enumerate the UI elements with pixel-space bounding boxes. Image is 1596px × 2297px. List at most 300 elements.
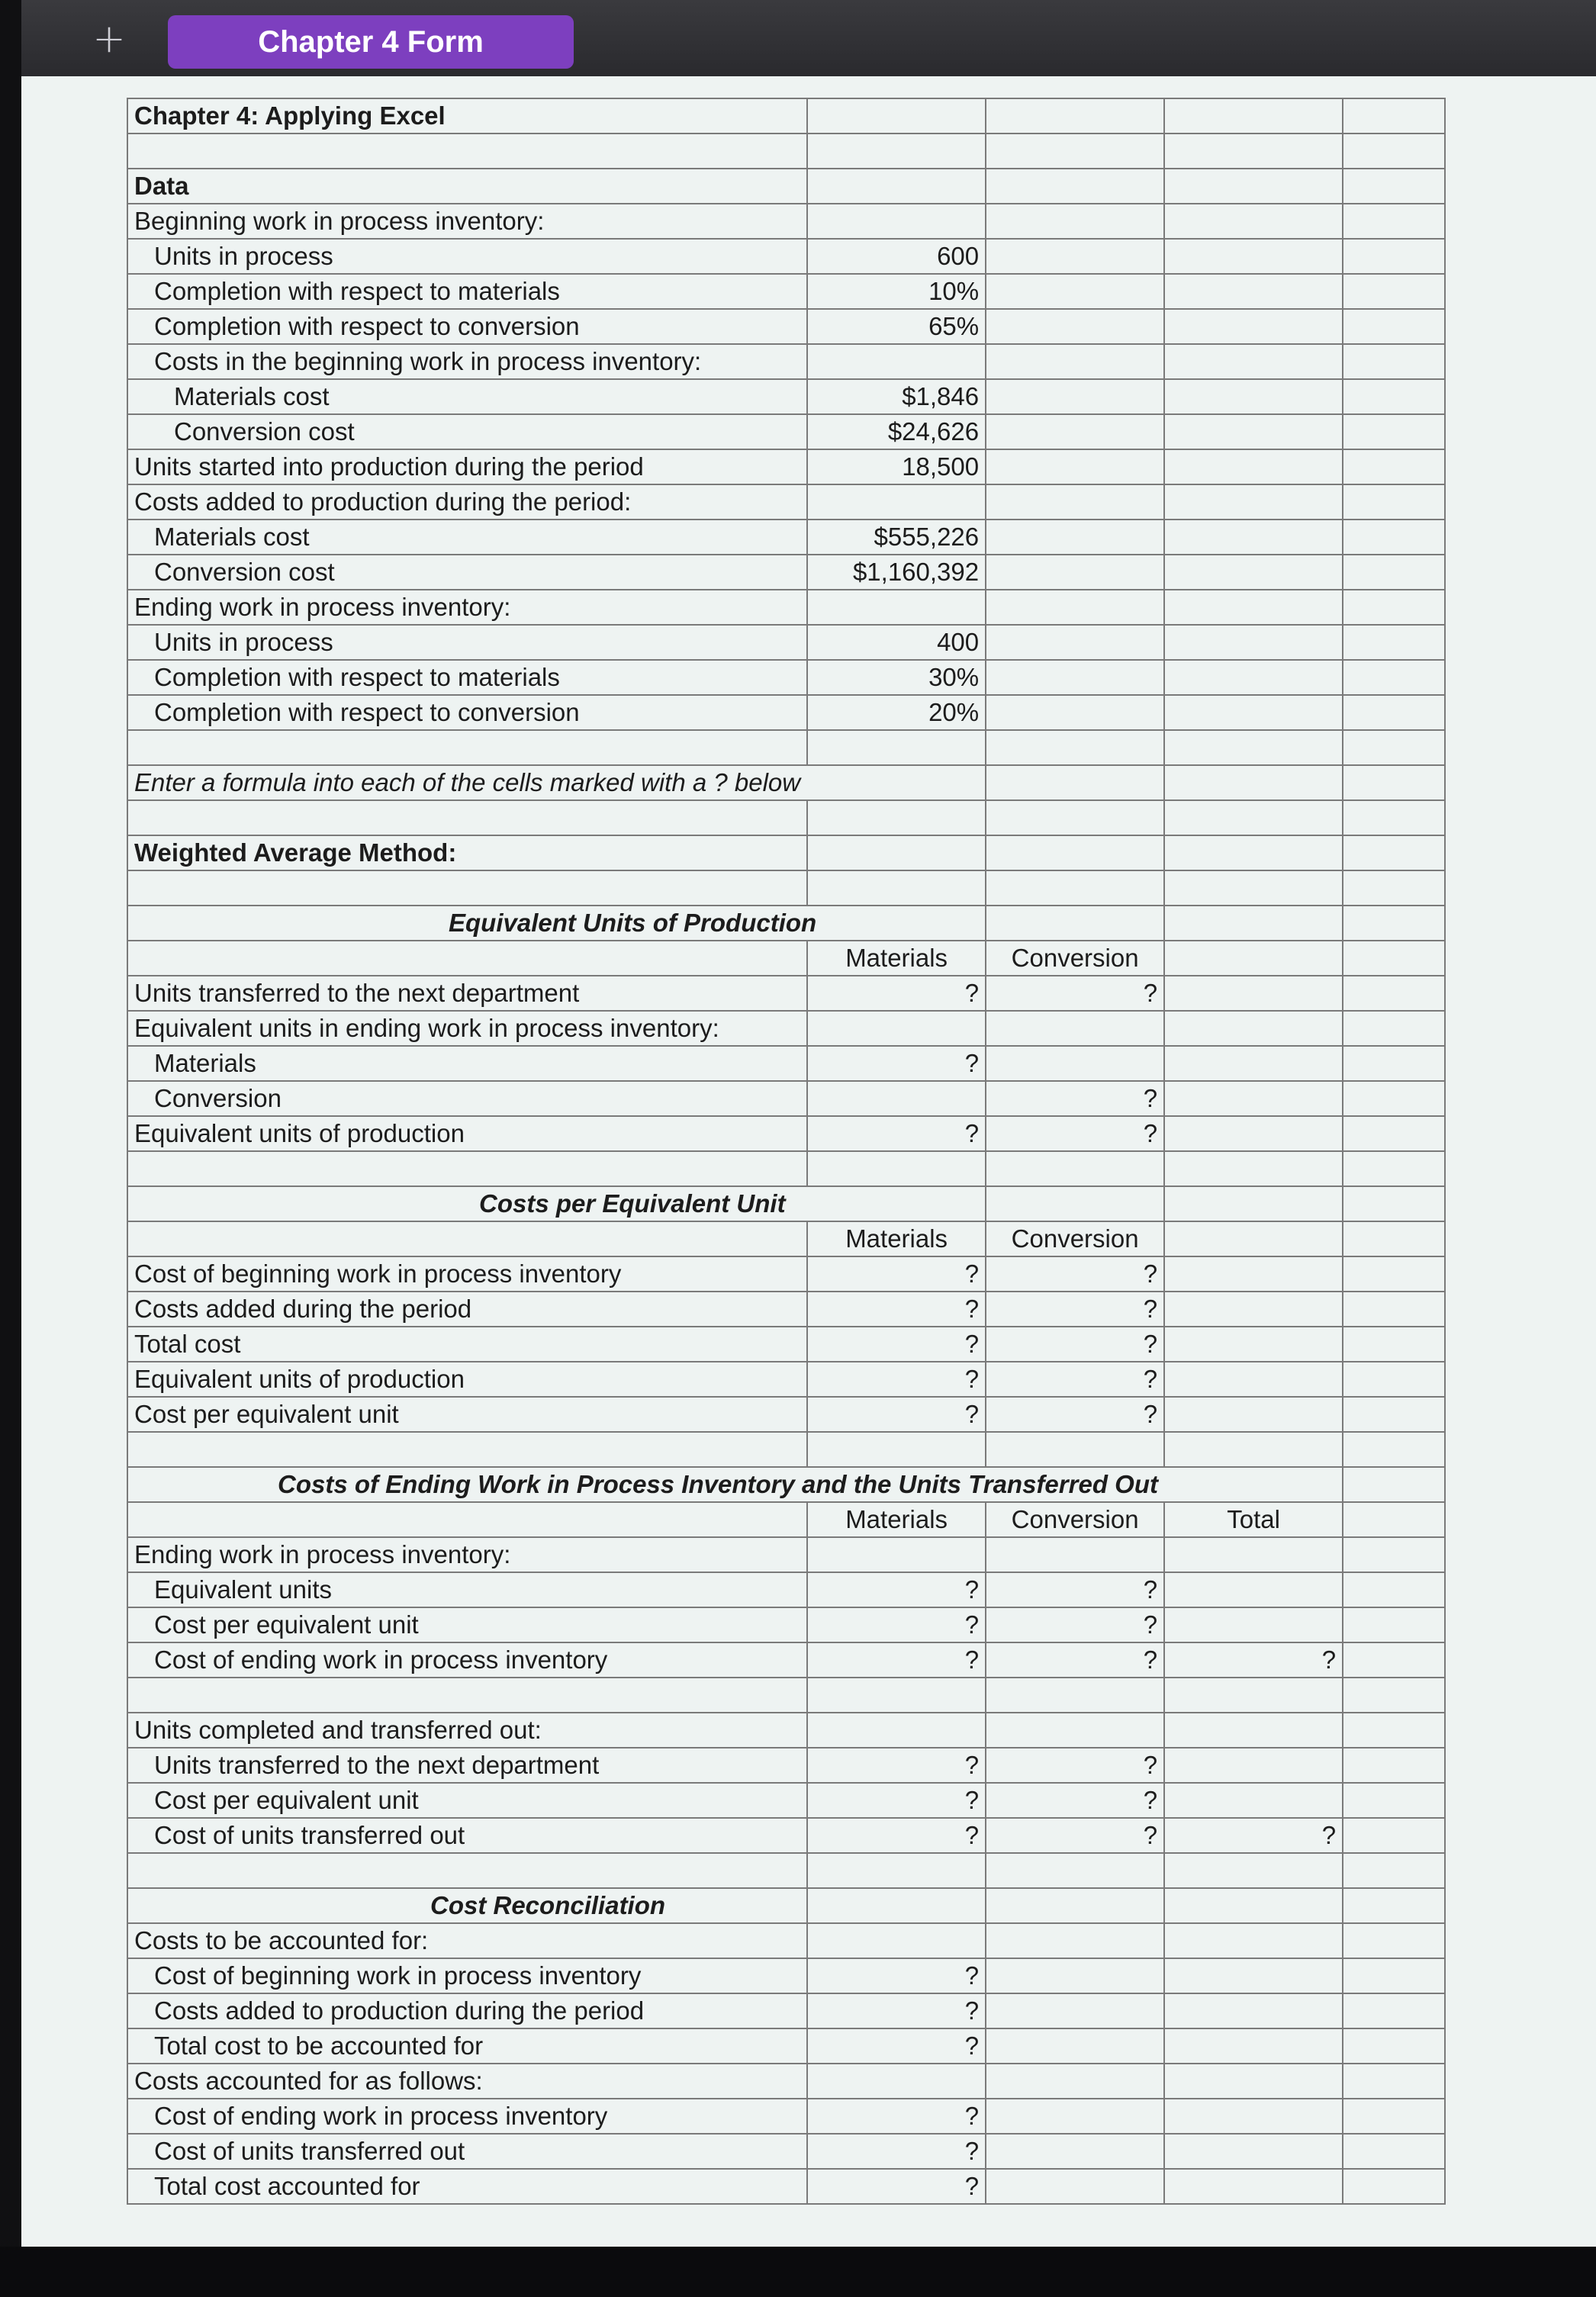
sheet-row <box>127 1923 1445 1958</box>
sheet-cell[interactable] <box>807 1713 986 1748</box>
sheet-cell[interactable] <box>986 1151 1164 1186</box>
formula-cell[interactable]: ? <box>986 1748 1164 1783</box>
sheet-row <box>127 484 1445 520</box>
row-label: Costs in the beginning work in process inventory: <box>127 344 807 379</box>
sheet-cell[interactable] <box>986 1853 1164 1888</box>
row-label: Materials cost <box>127 379 807 414</box>
sheet-row <box>127 204 1445 239</box>
sheet-cell[interactable] <box>1343 1432 1445 1467</box>
sheet-row <box>127 590 1445 625</box>
sheet-cell[interactable] <box>807 169 986 204</box>
sheet-cell[interactable] <box>1343 1397 1445 1432</box>
sheet-cell[interactable] <box>986 730 1164 765</box>
row-label: Cost of units transferred out <box>127 1818 807 1853</box>
sheet-cell[interactable] <box>1164 1116 1343 1151</box>
sheet-cell[interactable] <box>807 730 986 765</box>
sheet-cell[interactable] <box>986 1993 1164 2028</box>
add-tab-button[interactable]: + <box>92 16 126 62</box>
sheet-cell[interactable] <box>986 1958 1164 1993</box>
sheet-cell[interactable] <box>127 1432 807 1467</box>
sheet-row <box>127 1151 1445 1186</box>
sheet-cell[interactable] <box>986 2169 1164 2204</box>
sheet-cell[interactable] <box>986 2134 1164 2169</box>
sheet-cell[interactable] <box>1164 239 1343 274</box>
formula-cell[interactable]: ? <box>807 1818 986 1853</box>
sheet-cell[interactable] <box>1164 1923 1343 1958</box>
sheet-row <box>127 765 1445 800</box>
sheet-cell[interactable] <box>1164 555 1343 590</box>
sheet-cell[interactable] <box>986 1713 1164 1748</box>
sheet-cell[interactable] <box>986 1046 1164 1081</box>
sheet-cell[interactable] <box>127 800 807 835</box>
sheet-cell[interactable] <box>1343 344 1445 379</box>
sheet-cell[interactable] <box>127 1151 807 1186</box>
sheet-cell[interactable] <box>1164 1888 1343 1923</box>
sheet-cell[interactable] <box>986 309 1164 344</box>
row-label: Completion with respect to materials <box>127 274 807 309</box>
sheet-cell[interactable] <box>986 1537 1164 1572</box>
sheet-cell[interactable] <box>1343 1572 1445 1607</box>
sheet-cell[interactable] <box>1164 1362 1343 1397</box>
sheet-cell[interactable] <box>1164 98 1343 134</box>
formula-cell[interactable]: ? <box>807 2028 986 2064</box>
formula-cell[interactable]: ? <box>986 1572 1164 1607</box>
sheet-cell[interactable] <box>1343 134 1445 169</box>
row-label: Cost of units transferred out <box>127 2134 807 2169</box>
sheet-cell[interactable] <box>1343 730 1445 765</box>
sheet-cell[interactable] <box>1343 1362 1445 1397</box>
sheet-cell[interactable] <box>127 1678 807 1713</box>
sheet-cell[interactable] <box>1343 1818 1445 1853</box>
sheet-cell[interactable] <box>986 1011 1164 1046</box>
sheet-cell[interactable] <box>807 1432 986 1467</box>
sheet-cell[interactable] <box>1343 1327 1445 1362</box>
formula-cell[interactable]: ? <box>807 1607 986 1642</box>
formula-cell[interactable]: ? <box>807 1046 986 1081</box>
sheet-cell[interactable] <box>1343 555 1445 590</box>
sheet-cell[interactable] <box>1343 1502 1445 1537</box>
sheet-cell[interactable] <box>1164 625 1343 660</box>
sheet-cell[interactable] <box>807 1923 986 1958</box>
formula-cell[interactable]: ? <box>986 976 1164 1011</box>
sheet-cell[interactable] <box>1164 1993 1343 2028</box>
row-label: Conversion <box>127 1081 807 1116</box>
value-cell[interactable]: 20% <box>807 695 986 730</box>
sheet-cell[interactable] <box>986 1923 1164 1958</box>
formula-cell[interactable]: ? <box>807 1116 986 1151</box>
sheet-cell[interactable] <box>1343 2169 1445 2204</box>
sheet-cell[interactable] <box>986 449 1164 484</box>
sheet-row <box>127 1642 1445 1678</box>
sheet-row <box>127 1432 1445 1467</box>
row-label: Completion with respect to conversion <box>127 309 807 344</box>
formula-cell[interactable]: ? <box>807 1958 986 1993</box>
value-cell[interactable]: 10% <box>807 274 986 309</box>
sheet-cell[interactable] <box>1343 765 1445 800</box>
row-label: Cost of ending work in process inventory <box>127 2099 807 2134</box>
column-header-conversion: Conversion <box>986 1502 1164 1537</box>
sheet-cell[interactable] <box>1164 1221 1343 1256</box>
sheet-cell[interactable] <box>1343 906 1445 941</box>
sheet-cell[interactable] <box>986 2028 1164 2064</box>
sheet-cell[interactable] <box>986 134 1164 169</box>
formula-cell[interactable]: ? <box>807 1397 986 1432</box>
sheet-cell[interactable] <box>986 800 1164 835</box>
sheet-cell[interactable] <box>807 2064 986 2099</box>
sheet-cell[interactable] <box>1164 800 1343 835</box>
sheet-cell[interactable] <box>1164 274 1343 309</box>
sheet-row <box>127 379 1445 414</box>
sheet-row <box>127 1678 1445 1713</box>
row-label: Costs added during the period <box>127 1292 807 1327</box>
sheet-cell[interactable] <box>1164 976 1343 1011</box>
sheet-row <box>127 1607 1445 1642</box>
sheet-cell[interactable] <box>1164 1151 1343 1186</box>
sheet-cell[interactable] <box>807 204 986 239</box>
sheet-cell[interactable] <box>807 98 986 134</box>
sheet-cell[interactable] <box>1343 1713 1445 1748</box>
sheet-cell[interactable] <box>986 379 1164 414</box>
sheet-cell[interactable] <box>1164 2099 1343 2134</box>
sheet-cell[interactable] <box>807 800 986 835</box>
sheet-cell[interactable] <box>1343 1256 1445 1292</box>
sheet-cell[interactable] <box>1343 204 1445 239</box>
sheet-cell[interactable] <box>1164 1256 1343 1292</box>
sheet-cell[interactable] <box>1343 309 1445 344</box>
sheet-cell[interactable] <box>807 1853 986 1888</box>
sheet-cell[interactable] <box>986 1186 1164 1221</box>
sheet-row <box>127 1502 1445 1537</box>
sheet-cell[interactable] <box>1343 274 1445 309</box>
sheet-cell[interactable] <box>1164 2134 1343 2169</box>
sheet-cell[interactable] <box>1164 1397 1343 1432</box>
sheet-cell[interactable] <box>1164 520 1343 555</box>
sheet-cell[interactable] <box>807 1537 986 1572</box>
sheet-cell[interactable] <box>1343 625 1445 660</box>
sheet-row <box>127 660 1445 695</box>
sheet-cell[interactable] <box>1343 2064 1445 2099</box>
sheet-cell[interactable] <box>1343 1221 1445 1256</box>
sheet-row <box>127 555 1445 590</box>
formula-cell[interactable]: ? <box>986 1081 1164 1116</box>
sheet-cell[interactable] <box>1164 1537 1343 1572</box>
sheet-cell[interactable] <box>986 1888 1164 1923</box>
sheet-cell[interactable] <box>1343 1467 1445 1502</box>
sheet-cell[interactable] <box>1343 2134 1445 2169</box>
sheet-cell[interactable] <box>1343 1186 1445 1221</box>
value-cell[interactable]: 65% <box>807 309 986 344</box>
formula-cell[interactable]: ? <box>986 1818 1164 1853</box>
sheet-cell[interactable] <box>1164 169 1343 204</box>
formula-cell[interactable]: ? <box>1164 1642 1343 1678</box>
sheet-cell[interactable] <box>1164 695 1343 730</box>
sheet-cell[interactable] <box>1164 1046 1343 1081</box>
row-label: Equivalent units of production <box>127 1116 807 1151</box>
sheet-cell[interactable] <box>986 204 1164 239</box>
sheet-cell[interactable] <box>1164 1292 1343 1327</box>
formula-cell[interactable]: ? <box>807 2134 986 2169</box>
sheet-cell[interactable] <box>1343 1151 1445 1186</box>
formula-cell[interactable]: ? <box>807 1292 986 1327</box>
sheet-cell[interactable] <box>986 169 1164 204</box>
sheet-cell[interactable] <box>1343 484 1445 520</box>
row-label: Total cost <box>127 1327 807 1362</box>
row-label: Cost of beginning work in process inventory <box>127 1256 807 1292</box>
value-cell[interactable]: 30% <box>807 660 986 695</box>
sheet-cell[interactable] <box>986 660 1164 695</box>
formula-cell[interactable]: ? <box>807 2099 986 2134</box>
sheet-row <box>127 1958 1445 1993</box>
row-label: Costs added to production during the period <box>127 1993 807 2028</box>
row-label: Total cost to be accounted for <box>127 2028 807 2064</box>
value-cell[interactable]: 18,500 <box>807 449 986 484</box>
sheet-cell[interactable] <box>1343 169 1445 204</box>
column-header-conversion: Conversion <box>986 941 1164 976</box>
sheet-cell[interactable] <box>986 590 1164 625</box>
row-label: Equivalent units of production <box>127 1362 807 1397</box>
value-cell[interactable]: $1,160,392 <box>807 555 986 590</box>
sheet-cell[interactable] <box>1164 870 1343 906</box>
sheet-cell[interactable] <box>127 134 807 169</box>
column-header-conversion: Conversion <box>986 1221 1164 1256</box>
sheet-cell[interactable] <box>1164 1678 1343 1713</box>
sheet-cell[interactable] <box>986 414 1164 449</box>
sheet-cell[interactable] <box>986 1678 1164 1713</box>
sheet-cell[interactable] <box>1164 414 1343 449</box>
sheet-cell[interactable] <box>1164 1713 1343 1748</box>
sheet-cell[interactable] <box>1164 1748 1343 1783</box>
sheet-cell[interactable] <box>1343 1046 1445 1081</box>
value-cell[interactable]: $555,226 <box>807 520 986 555</box>
sheet-title: Chapter 4: Applying Excel <box>127 98 807 134</box>
formula-cell[interactable]: ? <box>986 1256 1164 1292</box>
formula-cell[interactable]: ? <box>807 2169 986 2204</box>
sheet-cell[interactable] <box>1164 484 1343 520</box>
sheet-cell[interactable] <box>986 98 1164 134</box>
sheet-cell[interactable] <box>1343 835 1445 870</box>
sheet-cell[interactable] <box>1164 1186 1343 1221</box>
sheet-row <box>127 1116 1445 1151</box>
sheet-cell[interactable] <box>1343 1783 1445 1818</box>
instruction-text: Enter a formula into each of the cells marked with a ? below <box>127 765 807 800</box>
sheet-cell[interactable] <box>986 695 1164 730</box>
sheet-cell[interactable] <box>1164 590 1343 625</box>
sheet-cell[interactable] <box>127 730 807 765</box>
formula-cell[interactable]: ? <box>1164 1818 1343 1853</box>
sheet-row <box>127 1221 1445 1256</box>
formula-cell[interactable]: ? <box>986 1783 1164 1818</box>
sheet-cell[interactable] <box>1164 1327 1343 1362</box>
sheet-cell[interactable] <box>1343 414 1445 449</box>
sheet-cell[interactable] <box>1164 204 1343 239</box>
sheet-cell[interactable] <box>807 484 986 520</box>
formula-cell[interactable]: ? <box>986 1327 1164 1362</box>
sheet-cell[interactable] <box>1343 590 1445 625</box>
sheet-cell[interactable] <box>1343 449 1445 484</box>
sheet-cell[interactable] <box>1164 1958 1343 1993</box>
sheet-cell[interactable] <box>127 1502 807 1537</box>
sheet-row <box>127 344 1445 379</box>
sheet-cell[interactable] <box>1164 765 1343 800</box>
sheet-cell[interactable] <box>127 1853 807 1888</box>
sheet-cell[interactable] <box>986 2099 1164 2134</box>
sheet-cell[interactable] <box>1343 1923 1445 1958</box>
sheet-cell[interactable] <box>1343 2099 1445 2134</box>
sheet-cell[interactable] <box>1343 1678 1445 1713</box>
row-label: Cost per equivalent unit <box>127 1397 807 1432</box>
row-label: Cost per equivalent unit <box>127 1607 807 1642</box>
formula-cell[interactable]: ? <box>986 1607 1164 1642</box>
formula-cell[interactable]: ? <box>986 1642 1164 1678</box>
sheet-cell[interactable] <box>1164 1011 1343 1046</box>
page-tab-chapter-4-form[interactable]: Chapter 4 Form <box>168 15 574 69</box>
sheet-row <box>127 1327 1445 1362</box>
sheet-cell[interactable] <box>1343 1853 1445 1888</box>
sheet-cell[interactable] <box>807 1081 986 1116</box>
sheet-cell[interactable] <box>807 1151 986 1186</box>
sheet-cell[interactable] <box>1164 1853 1343 1888</box>
sheet-cell[interactable] <box>1164 134 1343 169</box>
sheet-cell[interactable] <box>1343 870 1445 906</box>
formula-cell[interactable]: ? <box>807 1362 986 1397</box>
sheet-cell[interactable] <box>986 625 1164 660</box>
sheet-cell[interactable] <box>1343 1537 1445 1572</box>
sheet-cell[interactable] <box>807 1678 986 1713</box>
formula-cell[interactable]: ? <box>807 1748 986 1783</box>
sheet-row <box>127 1888 1445 1923</box>
formula-cell[interactable]: ? <box>986 1292 1164 1327</box>
value-cell[interactable]: $24,626 <box>807 414 986 449</box>
formula-cell[interactable]: ? <box>807 1783 986 1818</box>
sheet-row <box>127 98 1445 134</box>
sheet-cell[interactable] <box>1164 906 1343 941</box>
sheet-row <box>127 239 1445 274</box>
sheet-cell[interactable] <box>1343 1748 1445 1783</box>
formula-cell[interactable]: ? <box>807 976 986 1011</box>
section-title-costs: Costs of Ending Work in Process Inventory and the Units Transferred Out <box>127 1467 1343 1502</box>
sheet-cell[interactable] <box>986 2064 1164 2099</box>
formula-cell[interactable]: ? <box>986 1116 1164 1151</box>
formula-cell[interactable]: ? <box>807 1327 986 1362</box>
sheet-cell[interactable] <box>1343 1116 1445 1151</box>
sheet-cell[interactable] <box>1343 379 1445 414</box>
formula-cell[interactable]: ? <box>807 1993 986 2028</box>
sheet-cell[interactable] <box>1164 660 1343 695</box>
sheet-cell[interactable] <box>1343 800 1445 835</box>
sheet-cell[interactable] <box>807 1888 986 1923</box>
sheet-cell[interactable] <box>1343 98 1445 134</box>
formula-cell[interactable]: ? <box>807 1642 986 1678</box>
sheet-cell[interactable] <box>807 590 986 625</box>
sheet-cell[interactable] <box>1343 1888 1445 1923</box>
sheet-cell[interactable] <box>1164 344 1343 379</box>
sheet-cell[interactable] <box>1164 2028 1343 2064</box>
sheet-cell[interactable] <box>807 765 986 800</box>
value-cell[interactable]: 600 <box>807 239 986 274</box>
row-label: Beginning work in process inventory: <box>127 204 807 239</box>
sheet-cell[interactable] <box>1343 695 1445 730</box>
sheet-cell[interactable] <box>1343 1958 1445 1993</box>
sheet-cell[interactable] <box>1343 660 1445 695</box>
column-header-materials: Materials <box>807 941 986 976</box>
sheet-cell[interactable] <box>1343 941 1445 976</box>
sheet-cell[interactable] <box>986 1432 1164 1467</box>
sheet-cell[interactable] <box>986 835 1164 870</box>
sheet-cell[interactable] <box>1343 239 1445 274</box>
sheet-cell[interactable] <box>1164 1783 1343 1818</box>
value-cell[interactable]: 400 <box>807 625 986 660</box>
formula-cell[interactable]: ? <box>807 1256 986 1292</box>
sheet-cell[interactable] <box>1164 1432 1343 1467</box>
sheet-cell[interactable] <box>1164 941 1343 976</box>
sheet-cell[interactable] <box>1164 1607 1343 1642</box>
sheet-cell[interactable] <box>1164 379 1343 414</box>
row-label: Materials cost <box>127 520 807 555</box>
sheet-cell[interactable] <box>127 1221 807 1256</box>
sheet-cell[interactable] <box>986 906 1164 941</box>
sheet-cell[interactable] <box>127 870 807 906</box>
formula-cell[interactable]: ? <box>986 1362 1164 1397</box>
sheet-cell[interactable] <box>986 520 1164 555</box>
sheet-cell[interactable] <box>807 344 986 379</box>
sheet-cell[interactable] <box>807 870 986 906</box>
sheet-cell[interactable] <box>1343 976 1445 1011</box>
sheet-cell[interactable] <box>986 870 1164 906</box>
sheet-row <box>127 976 1445 1011</box>
sheet-cell[interactable] <box>807 1011 986 1046</box>
sheet-cell[interactable] <box>986 555 1164 590</box>
sheet-row <box>127 309 1445 344</box>
sheet-row <box>127 1572 1445 1607</box>
sheet-cell[interactable] <box>986 765 1164 800</box>
row-label: Units transferred to the next department <box>127 1748 807 1783</box>
sheet-cell[interactable] <box>1343 1081 1445 1116</box>
sheet-row <box>127 800 1445 835</box>
sheet-cell[interactable] <box>807 835 986 870</box>
sheet-cell[interactable] <box>1343 520 1445 555</box>
sheet-cell[interactable] <box>1343 1607 1445 1642</box>
value-cell[interactable]: $1,846 <box>807 379 986 414</box>
sheet-cell[interactable] <box>1164 2169 1343 2204</box>
row-label: Conversion cost <box>127 414 807 449</box>
sheet-cell[interactable] <box>1343 1642 1445 1678</box>
sheet-cell[interactable] <box>1343 1011 1445 1046</box>
sheet-cell[interactable] <box>1164 2064 1343 2099</box>
formula-cell[interactable]: ? <box>986 1397 1164 1432</box>
sheet-cell[interactable] <box>127 941 807 976</box>
sheet-cell[interactable] <box>1343 1292 1445 1327</box>
section-title-eup: Equivalent Units of Production <box>127 906 986 941</box>
sheet-cell[interactable] <box>1164 1081 1343 1116</box>
sheet-cell[interactable] <box>807 134 986 169</box>
sheet-cell[interactable] <box>1343 1993 1445 2028</box>
sheet-cell[interactable] <box>1164 1572 1343 1607</box>
sheet-cell[interactable] <box>986 274 1164 309</box>
row-label: Completion with respect to conversion <box>127 695 807 730</box>
sheet-cell[interactable] <box>1164 449 1343 484</box>
row-label: Conversion cost <box>127 555 807 590</box>
formula-cell[interactable]: ? <box>807 1572 986 1607</box>
sheet-cell[interactable] <box>1343 2028 1445 2064</box>
sheet-row <box>127 449 1445 484</box>
sheet-cell[interactable] <box>986 239 1164 274</box>
sheet-cell[interactable] <box>986 344 1164 379</box>
sheet-cell[interactable] <box>1164 730 1343 765</box>
sheet-row <box>127 1186 1445 1221</box>
sheet-cell[interactable] <box>1164 309 1343 344</box>
sheet-cell[interactable] <box>986 484 1164 520</box>
sheet-cell[interactable] <box>1164 835 1343 870</box>
